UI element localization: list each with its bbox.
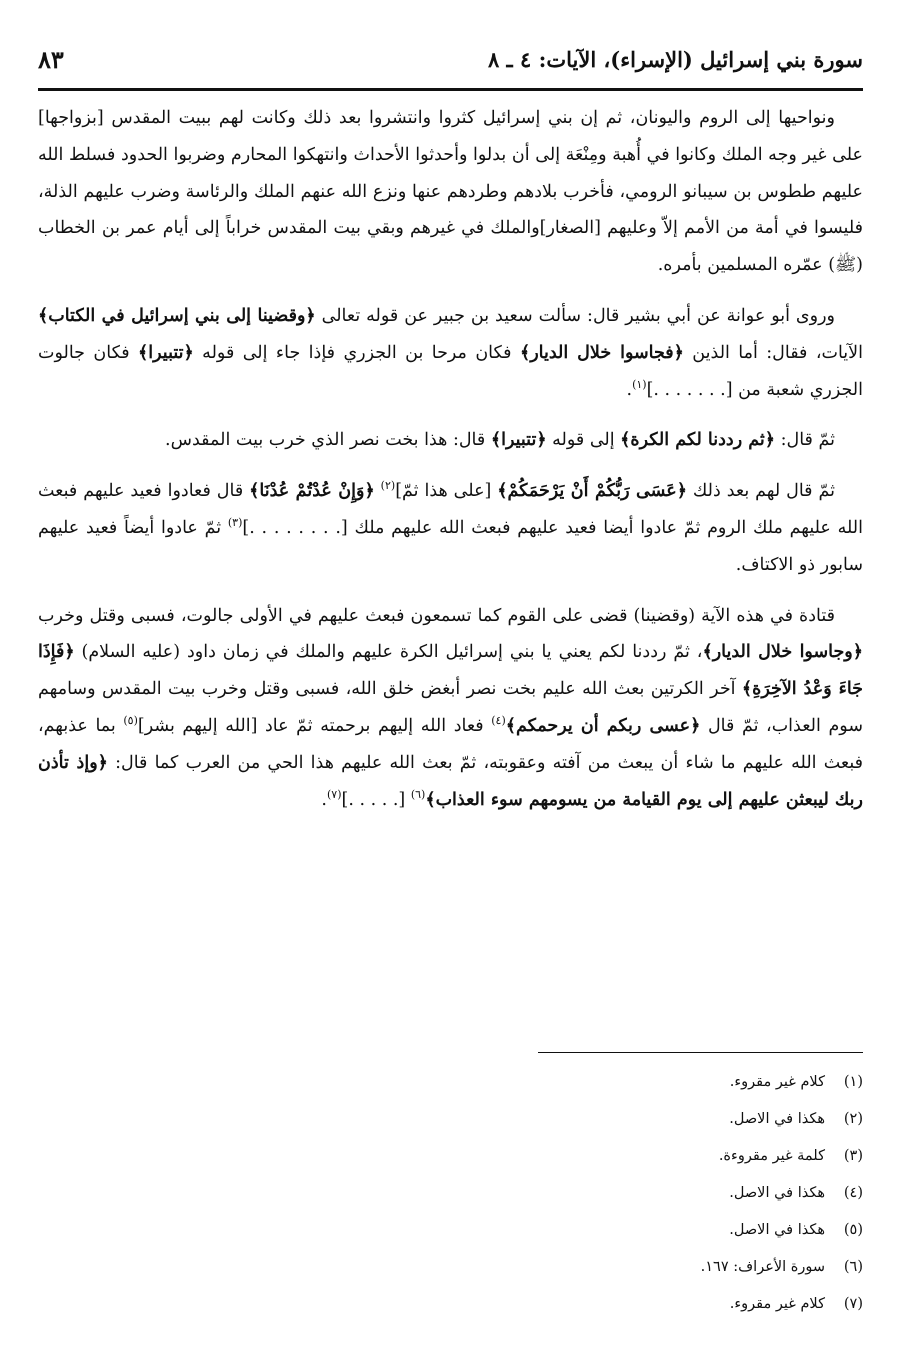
- text-run: قال فعادوا فعيد عليهم فبعث الله عليهم ملك الروم ثمّ عادوا أيضا فعيد عليهم فبعث الله عليهم ملك [. . . . . . . .]: [38, 481, 863, 538]
- footnote-number: (١): [843, 1074, 863, 1090]
- footnote-divider: [538, 1052, 863, 1053]
- footnote-number: (٤): [843, 1185, 863, 1201]
- footnote-text: كلام غير مقروء.: [729, 1296, 825, 1312]
- quran-quote: ﴿وإذ تأذن ربك ليبعثن عليهم إلى يوم القيامة من يسومهم سوء العذاب﴾: [38, 752, 863, 810]
- footnote-item: [443, 1286, 863, 1323]
- footnote-marker[interactable]: (٣): [227, 516, 243, 530]
- text-run: ثمّ عادوا أيضاً فعيد عليهم سابور ذو الاكتاف.: [38, 517, 863, 575]
- paragraph-5: [38, 598, 863, 819]
- paragraph-1-text: ونواحيها إلى الروم واليونان، ثم إن بني إسرائيل كثروا وانتشروا بعد ذلك وكانت لهم ببيت المقدس [بزواجها] على غير وجه الملك وكانوا في أُهبة ومِنْعَة إلى أن بدلوا وأحدثوا الأحداث وانتهكوا المحارم وضربوا الحدود فسلط الله عليهم ططوس بن سيبانو الرومي، فأخرب بلادهم وطردهم عنها ونزع الله عنهم الملك والرئاسة وضرب عليهم الذلة، فليسوا في أمة من الأمم إلاّ وعليهم [الصغار]والملك في غيرهم وبقي بيت المقدس خراباً إلى أيام عمر بن الخطاب (ﷺ) عمّره المسلمين بأمره.: [38, 108, 863, 276]
- footnote-item: [443, 1212, 863, 1249]
- quran-quote: ﴿تتبيرا﴾: [138, 342, 194, 363]
- text-run: قال: هذا بخت نصر الذي خرب بيت المقدس.: [165, 430, 491, 451]
- page-number: ٨٣: [38, 44, 64, 74]
- footnote-marker[interactable]: (١): [632, 377, 647, 391]
- footnotes: [443, 1064, 863, 1323]
- text-run: ، ثمّ رددنا لكم يعني يا بني إسرائيل الكرة عليهم والملك في زمان داود (عليه السلام): [74, 642, 703, 663]
- footnote-number: (٦): [843, 1259, 863, 1275]
- footnote-number: (٥): [843, 1222, 863, 1238]
- text-run: آخر الكرتين بعث الله عليم بخت نصر أبغض خلق الله، فسبى وقتل وخرب بيت المقدس وسامهم سوم العذاب، ثمّ قال: [38, 679, 863, 736]
- body-text: [38, 100, 863, 818]
- header-divider: [38, 88, 863, 91]
- text-run: وروى أبو عوانة عن أبي بشير قال: سألت سعيد بن جبير عن قوله تعالى: [315, 305, 835, 326]
- footnote-number: (٢): [843, 1111, 863, 1127]
- text-run: إلى قوله: [546, 430, 621, 451]
- text-run: بما عذبهم، فبعث الله عليهم ما شاء أن يبعث من آفته وعقوبته، ثمّ بعث الله عليهم هذا الحي من العرب كما قال:: [38, 715, 863, 773]
- running-title: سورة بني إسرائيل (الإسراء)، الآيات: ٤ ـ ٨: [487, 46, 863, 72]
- footnote-marker[interactable]: (٤): [491, 714, 506, 728]
- text-run: ثمّ قال لهم بعد ذلك: [686, 481, 835, 502]
- footnote-marker[interactable]: (٦): [410, 787, 426, 801]
- text-run: .: [626, 379, 633, 400]
- footnote-number: (٧): [843, 1296, 863, 1312]
- footnote-item: [443, 1249, 863, 1286]
- quran-quote: ﴿عسى ربكم أن يرحمكم﴾: [505, 715, 701, 736]
- quran-quote: ﴿فَإِذَا جَاءَ وَعْدُ الآخِرَةِ﴾: [38, 642, 863, 700]
- quran-quote: ﴿وجاسوا خلال الديار﴾: [702, 642, 863, 663]
- footnote-number: (٣): [843, 1148, 863, 1164]
- text-run: .: [321, 789, 327, 810]
- quran-quote: ﴿تتبيرا﴾: [490, 430, 547, 451]
- text-run: فكان جالوت الجزري شعبة من [. . . . . . .]: [38, 342, 863, 400]
- footnote-item: [443, 1064, 863, 1101]
- quran-quote: ﴿فجاسوا خلال الديار﴾: [519, 342, 684, 363]
- footnote-marker[interactable]: (٧): [327, 787, 342, 801]
- footnote-text: سورة الأعراف: ١٦٧.: [700, 1259, 825, 1275]
- quran-quote: ﴿ثم رددنا لكم الكرة﴾: [620, 430, 776, 451]
- footnote-text: كلام غير مقروء.: [729, 1074, 825, 1090]
- text-run: ثمّ قال:: [775, 430, 835, 451]
- quran-quote: ﴿عَسَى رَبُّكُمْ أَنْ يَرْحَمَكُمْ﴾: [497, 481, 687, 502]
- paragraph-3: [38, 422, 863, 459]
- paragraph-1: [38, 100, 863, 284]
- text-run: قتادة في هذه الآية (وقضينا) قضى على القوم كما تسمعون فبعث عليهم في الأولى جالوت، فسبى وقتل وخرب: [38, 605, 835, 626]
- text-run: الآيات، فقال: أما الذين: [683, 342, 863, 363]
- text-run: [. . . . .]: [341, 789, 411, 810]
- footnote-text: كلمة غير مقروءة.: [718, 1148, 825, 1164]
- text-run: فعاد الله إليهم برحمته ثمّ عاد [الله إليهم بشر]: [137, 715, 492, 736]
- quran-quote: ﴿وقضينا إلى بني إسرائيل في الكتاب﴾: [38, 305, 316, 326]
- footnote-text: هكذا في الاصل.: [729, 1185, 825, 1201]
- footnote-item: [443, 1101, 863, 1138]
- footnote-text: هكذا في الاصل.: [729, 1111, 825, 1127]
- text-run: [على هذا ثمّ]: [395, 481, 498, 502]
- quran-quote: ﴿وَإِنْ عُدْتُمْ عُدْنَا﴾: [249, 481, 375, 502]
- footnote-marker[interactable]: (٢): [380, 479, 396, 493]
- paragraph-2: [38, 298, 863, 408]
- footnote-marker[interactable]: (٥): [123, 714, 138, 728]
- page-header: [38, 34, 863, 84]
- text-run: فكان مرحا بن الجزري فإذا جاء إلى قوله: [193, 342, 520, 363]
- paragraph-4: [38, 473, 863, 583]
- footnote-item: [443, 1175, 863, 1212]
- footnote-item: [443, 1138, 863, 1175]
- footnote-text: هكذا في الاصل.: [729, 1222, 825, 1238]
